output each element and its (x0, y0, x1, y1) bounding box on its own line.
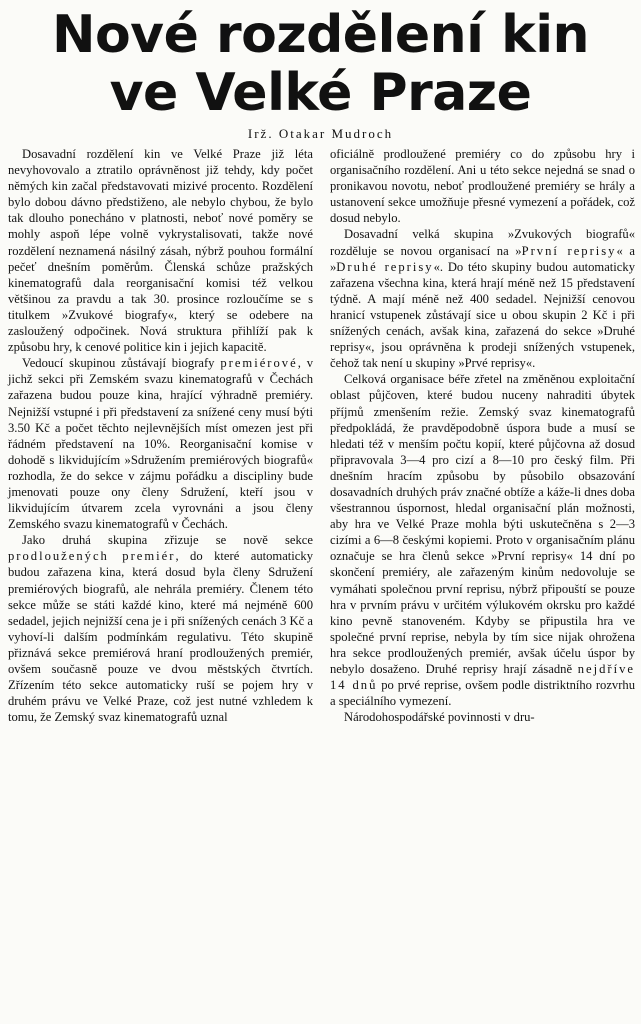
column-right (330, 146, 635, 725)
byline: Irž. Otakar Mudroch (247, 126, 394, 141)
spaced-term: premiérové (220, 356, 298, 371)
spaced-term: První reprisy (521, 243, 617, 258)
text-run: po prvé reprise, ovšem podle distriktního rozvrhu a speciálního vymezení. (330, 678, 635, 709)
text-run: , do které automaticky budou zařazena kina, která dosud byla členy Sdružení premiérových biografů, ale nehrála premiéry. Členem této sekce může se státi každé kino, které má nejméně 600 sedadel, jejich nejnižší cena je i při snížených cenách 3 Kč a vyhoví-li dalším podmínkám regulativu. Této skupině přiznává sekce premiérová hraní prodloužených premiér, ovšem současně pouze ve dvou městských čtvrtích. Zřízením této sekce automaticky ruší se pojem hry v druhém právu ve Velké Praze, což jest nutné vzhledem k tomu, že Zemský svaz kinematografů uznal (8, 549, 313, 725)
paragraph: Dosavadní rozdělení kin ve Velké Praze již léta nevyhovovalo a ztratilo oprávněnost již tehdy, kdy počet němých kin začal představovati mizivé procento. Rozdělení bylo dobou dávno předstiženo, ale nebylo chybou, že bylo tak dlouho ponecháno v platnosti, neboť nové poměry se mohly aspoň lépe volně vykrystalisovati, takže nové rozdělení neznamená násilný zásah, nýbrž pouhou formální pečeť dnešním poměrům. Členská schůze pražských kinematografů dala reorganisační komisi též velkou většinou za pravdu a tak 30. prosince rozloučíme se s titulkem »Zvukové biografy«, který se odebere na zasloužený odpočinek. Nová struktura přihlíží pak k způsobu hry, k cenové politice kin i jejich kapacitě. (8, 147, 313, 355)
article-columns (0, 146, 641, 725)
headline-line-1: Nové rozdělení kin (51, 5, 590, 65)
spaced-term: prodloužených premiér (8, 549, 176, 564)
paragraph (8, 355, 313, 532)
headline-line-2: ve Velké Praze (109, 63, 532, 123)
spaced-term: Druhé reprisy (336, 259, 434, 274)
column-left (8, 146, 313, 725)
paragraph (330, 371, 635, 709)
text-run: Jako druhá skupina zřizuje se nově sekce (22, 533, 313, 548)
paragraph (330, 226, 635, 371)
text-run: «. Do této skupiny budou automaticky zařazena všechna kina, která hrají méně než 15 představení týdně. A mají méně než 400 sedadel. Nejnižší cenovou hranicí vstupenek zůstávají sice u obou skupin 2 Kč i při snížených cenách, avšak kina, zařazená do sekce »Druhé reprisy«, jsou oprávněna k prodeji snížených vstupenek, čehož tak není u skupiny »Prvé reprisy«. (330, 259, 635, 371)
text-run: Celková organisace béře zřetel na změněnou exploitační oblast půjčoven, které budou nuceny nahraditi úbytek příjmů zmenšením režie. Zemský svaz kinematografů předpokládá, že pravděpodobně úspora bude a musí se hledati též v menším počtu kopií, které půjčovna až dosud připravovala 3—4 pro cizí a 8—10 pro český film. Při dnešním hracím způsobu by působilo obsazování dosavadních druhých práv značné obtíže a káže-li dnes doba všestrannou úspornost, hledal organisační plán možnosti, aby hra ve Velké Praze mohla býti uskutečněna s 2—3 cizími a 6—8 českými kopiemi. Proto v organisačním plánu označuje se hra členů sekce »První reprisy« 14 dní po skončení premiéry, ale zařazeným kinům nedovoluje se vymáhati společnou první reprisu, nýbrž připouští se pouze hra v prvním právu v určitém výlukovém okrsku pro každé kino pevně stanoveném. Kdyby se připustila hra ve společné první reprise, nebyla by tím sice nijak ohrožena hra sekce prodloužených premiér, avšak účelu úspor by nebylo dosaženo. Druhé reprisy hrají zásadně (330, 372, 635, 676)
paragraph: Národohospodářské povinnosti v dru- (344, 710, 535, 725)
headline (0, 6, 641, 122)
paragraph: oficiálně prodloužené premiéry co do způsobu hry i organisačního rozdělení. Ani u této sekce nejedná se snad o pronikavou novotu, neboť prodloužené premiéry se hrály a ustanovení sekce umožňuje přesné vymezení a pořádek, což dosud nebylo. (330, 147, 635, 226)
text-run: Dosavadní velká skupina »Zvukových biografů« rozděluje se novou organisací na » (330, 227, 635, 258)
text-run: , v jichž sekci při Zemském svazu kinematografů v Čechách zařazena budou pouze kina, hrající výhradně premiéry. Nejnižší vstupné i při představení za snížené ceny musí býti 3.50 Kč a počet těchto nejlevnějších míst omezen jest při řádném představení na 10%. Reorganisační komise v dohodě s likvidujícím »Sdružením premiérových biografů« rozhodla, že do sekce v zájmu pořádku a discipliny bude jmenovati pouze ony členy Sdružení, kteří jsou v likvidujícím útvarem zcela vyrovnáni a jsou členy Zemského svazu kinematografů v Čechách. (8, 356, 313, 532)
spaced-term: nejdříve 14 dnů (330, 662, 635, 693)
text-run: « a » (330, 243, 635, 274)
text-run: Vedoucí skupinou zůstávají biografy (22, 356, 221, 371)
paragraph (8, 532, 313, 725)
